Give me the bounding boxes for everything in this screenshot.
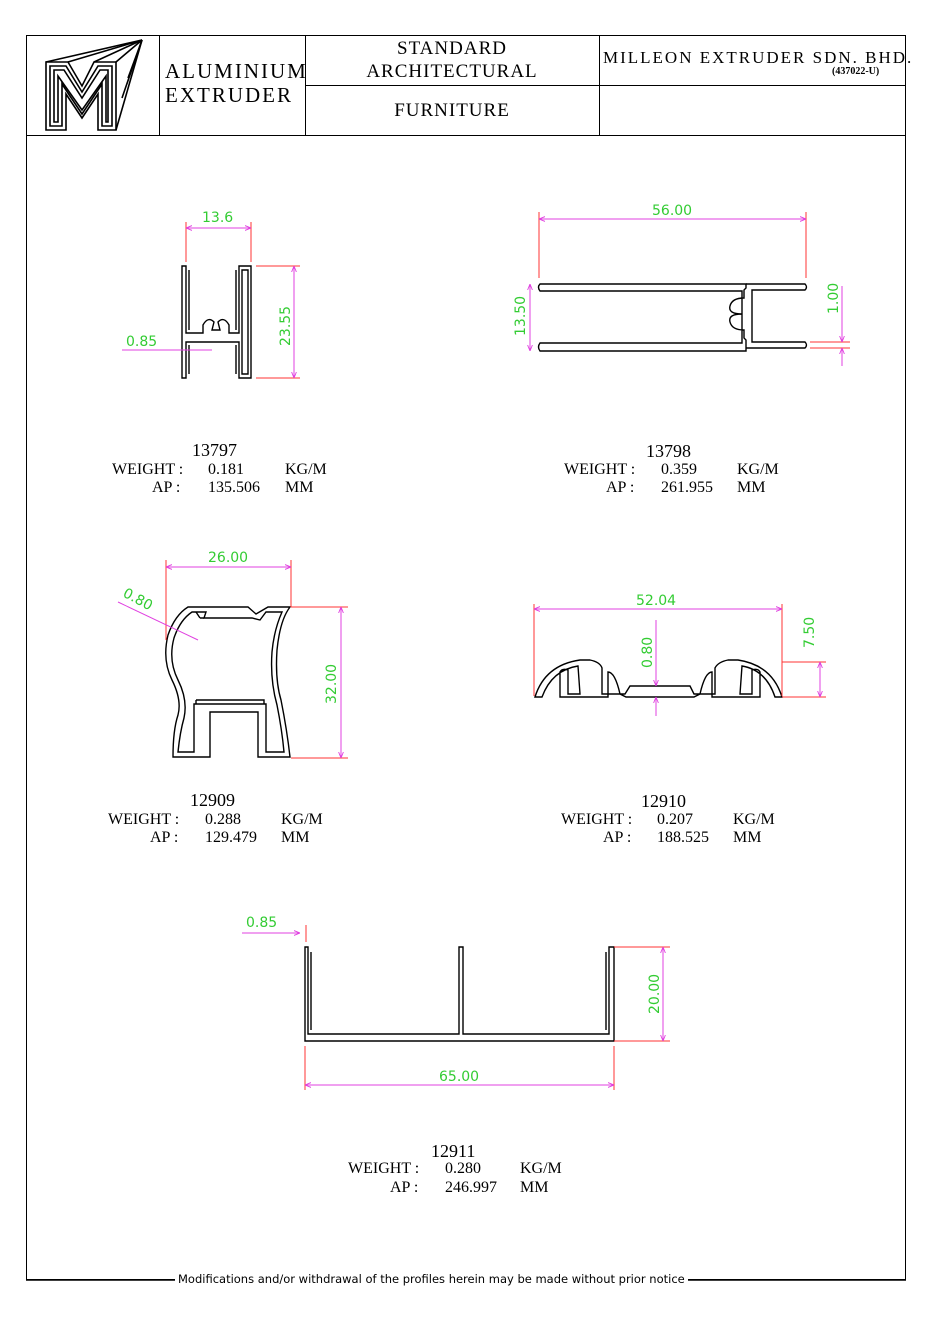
ap-value: 135.506: [208, 479, 260, 496]
ap-label: AP :: [390, 1179, 419, 1196]
dim-12909-width: 26.00: [208, 550, 249, 566]
weight-unit: KG/M: [285, 461, 327, 478]
dim-12910-height: 7.50: [802, 616, 818, 648]
weight-label: WEIGHT :: [108, 811, 180, 828]
ap-value: 129.479: [205, 829, 257, 846]
dim-12911-thickness: 0.85: [246, 915, 278, 931]
weight-unit: KG/M: [737, 461, 779, 478]
ap-unit: MM: [285, 479, 314, 496]
dim-12909-height: 32.00: [324, 663, 340, 704]
category-line1: STANDARD: [397, 38, 507, 59]
manufacturer-name: MILLEON EXTRUDER SDN. BHD.: [603, 48, 914, 67]
ap-value: 261.955: [661, 479, 713, 496]
weight-unit: KG/M: [281, 811, 323, 828]
weight-value: 0.359: [661, 461, 697, 478]
dim-13797-width: 13.6: [202, 210, 234, 226]
ap-label: AP :: [606, 479, 635, 496]
dim-12910-width: 52.04: [636, 593, 677, 609]
company-name-line2: EXTRUDER: [165, 83, 293, 107]
profile-code: 13797: [192, 440, 237, 460]
profile-code: 12909: [190, 790, 235, 810]
profile-code: 12910: [641, 791, 686, 811]
footer-notice: Modifications and/or withdrawal of the profiles herein may be made without prior notice: [175, 1272, 688, 1286]
ap-label: AP :: [150, 829, 179, 846]
company-name-line1: ALUMINIUM: [165, 59, 308, 83]
weight-unit: KG/M: [520, 1160, 562, 1177]
dim-13798-height: 13.50: [513, 295, 529, 336]
weight-unit: KG/M: [733, 811, 775, 828]
dim-12909-thickness: 0.80: [120, 585, 156, 615]
ap-label: AP :: [603, 829, 632, 846]
weight-label: WEIGHT :: [561, 811, 633, 828]
ap-value: 246.997: [445, 1179, 497, 1196]
weight-label: WEIGHT :: [112, 461, 184, 478]
category-line2: ARCHITECTURAL: [366, 61, 538, 82]
profile-code: 13798: [646, 441, 691, 461]
weight-value: 0.288: [205, 811, 241, 828]
ap-label: AP :: [152, 479, 181, 496]
dim-13797-height: 23.55: [278, 305, 294, 346]
dim-13798-width: 56.00: [652, 203, 693, 219]
weight-value: 0.280: [445, 1160, 481, 1177]
dim-13798-thickness: 1.00: [826, 282, 842, 314]
dim-12910-thickness: 0.80: [640, 636, 656, 668]
ap-unit: MM: [520, 1179, 549, 1196]
profile-12909-shape: [166, 607, 290, 757]
weight-label: WEIGHT :: [564, 461, 636, 478]
weight-label: WEIGHT :: [348, 1160, 420, 1177]
subcategory-title: FURNITURE: [394, 100, 510, 121]
weight-value: 0.207: [657, 811, 693, 828]
profile-13797-dims: [122, 222, 300, 378]
profile-13798-shape: [539, 284, 807, 351]
dim-12911-height: 20.00: [647, 973, 663, 1014]
profile-12910-shape: [535, 660, 782, 697]
profile-13797-shape: [182, 266, 251, 378]
dim-13797-thickness: 0.85: [126, 334, 158, 350]
profile-12911-shape: [305, 947, 614, 1041]
profile-code: 12911: [431, 1141, 476, 1161]
ap-unit: MM: [281, 829, 310, 846]
profile-12909-dims: [118, 560, 348, 758]
weight-value: 0.181: [208, 461, 244, 478]
ap-value: 188.525: [657, 829, 709, 846]
registration-number: (437022-U): [832, 66, 880, 77]
dim-12911-width: 65.00: [439, 1069, 480, 1085]
ap-unit: MM: [737, 479, 766, 496]
ap-unit: MM: [733, 829, 762, 846]
